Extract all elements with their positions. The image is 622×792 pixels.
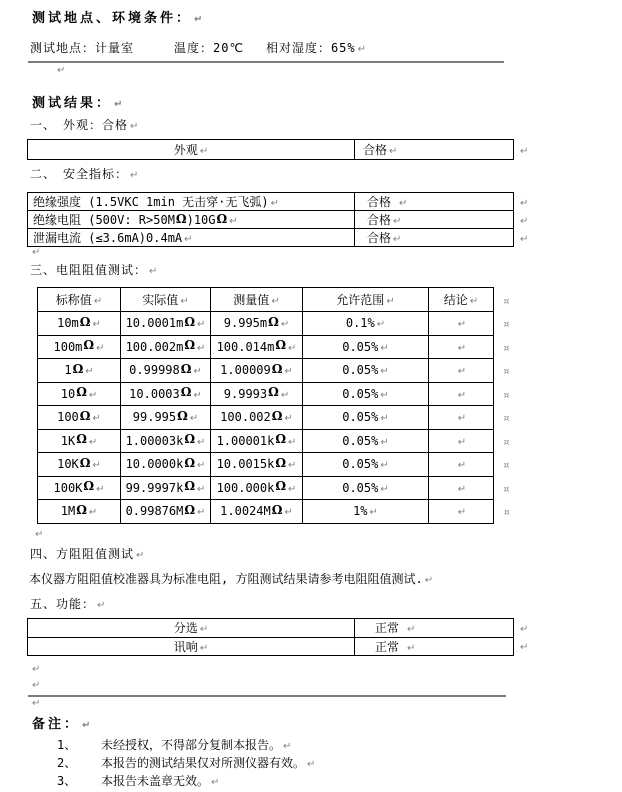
paragraph-mark: ↵ bbox=[457, 483, 467, 495]
paragraph-mark: ↵ bbox=[369, 507, 378, 519]
ohm-symbol: Ω bbox=[184, 338, 196, 353]
ohm-symbol: Ω bbox=[79, 408, 91, 423]
cell-text: 9.9993Ω bbox=[223, 385, 279, 401]
ohm-symbol: Ω bbox=[79, 455, 91, 470]
paragraph-mark: ↵ bbox=[424, 575, 434, 586]
range-cell bbox=[303, 453, 429, 477]
cell-text: 99.995Ω bbox=[132, 408, 188, 425]
paragraph-mark: ↵ bbox=[457, 366, 467, 378]
row-end-mark: ↵ bbox=[520, 642, 529, 654]
paragraph-mark: ↵ bbox=[280, 319, 290, 331]
conclusion-cell bbox=[429, 406, 494, 430]
paragraph-mark: ↵ bbox=[136, 550, 145, 561]
nominal-cell bbox=[38, 382, 121, 406]
cell-text: 1Ω bbox=[64, 361, 84, 378]
cell-text: 1KΩ bbox=[60, 432, 87, 448]
section4-heading-text: 四、方阻阻值测试 bbox=[30, 547, 135, 561]
paragraph-mark: ↵ bbox=[380, 342, 389, 354]
paragraph-mark: ↵ bbox=[457, 389, 467, 401]
range-cell bbox=[303, 476, 429, 500]
cell-text: 合格 bbox=[367, 195, 392, 209]
safety-item-cell bbox=[28, 193, 355, 211]
cell-text: 0.05% bbox=[342, 386, 379, 401]
conclusion-cell bbox=[429, 429, 494, 453]
cell-text: 合格 bbox=[367, 213, 392, 227]
measured-cell bbox=[211, 429, 303, 453]
ohm-symbol: Ω bbox=[72, 361, 84, 376]
conclusion-cell bbox=[429, 500, 494, 524]
nominal-cell bbox=[38, 312, 121, 336]
section5-heading bbox=[30, 595, 105, 612]
cell-text: 0.05% bbox=[342, 480, 379, 495]
row-end-mark: ↵ bbox=[520, 145, 529, 157]
actual-cell bbox=[121, 359, 211, 383]
paragraph-mark: ↵ bbox=[284, 507, 293, 519]
cell-text: 10mΩ bbox=[57, 314, 91, 331]
ohm-symbol: Ω bbox=[175, 211, 187, 226]
cell-text: 10.0015kΩ bbox=[216, 455, 287, 472]
row-end-mark: ↵ bbox=[520, 233, 529, 245]
row-end-mark: ¤ bbox=[503, 320, 510, 331]
row-end-mark: ¤ bbox=[503, 390, 510, 401]
paragraph-mark: ↵ bbox=[96, 483, 105, 495]
paragraph-mark: ↵ bbox=[280, 389, 290, 401]
paragraph-mark: ↵ bbox=[32, 247, 41, 258]
safety-item-cell bbox=[28, 229, 355, 247]
cell-text: 100.002mΩ bbox=[125, 338, 196, 354]
paragraph-mark: ↵ bbox=[197, 319, 206, 331]
page-title bbox=[32, 7, 202, 26]
range-cell bbox=[303, 500, 429, 524]
row-end-mark: ↵ bbox=[520, 623, 529, 635]
paragraph-mark: ↵ bbox=[130, 121, 139, 132]
paragraph-mark: ↵ bbox=[380, 366, 389, 378]
remark-item bbox=[57, 736, 291, 753]
paragraph-mark: ↵ bbox=[457, 319, 467, 331]
table-header-row bbox=[38, 288, 516, 312]
col-header-nominal bbox=[38, 288, 121, 312]
range-cell bbox=[303, 335, 429, 359]
paragraph-mark: ↵ bbox=[180, 296, 189, 307]
paragraph-mark: ↵ bbox=[197, 342, 206, 354]
measured-cell bbox=[211, 382, 303, 406]
paragraph-mark: ↵ bbox=[92, 319, 101, 331]
cell-text: 0.05% bbox=[342, 457, 379, 472]
row-end-mark: ¤ bbox=[503, 508, 510, 519]
paragraph-mark: ↵ bbox=[35, 529, 44, 540]
safety-result-cell bbox=[355, 211, 514, 229]
table-row bbox=[38, 429, 516, 453]
cell-text: 合格 bbox=[367, 231, 392, 245]
paragraph-mark: ↵ bbox=[57, 65, 66, 76]
environment-line bbox=[30, 39, 366, 56]
ohm-symbol: Ω bbox=[268, 385, 279, 400]
ohm-symbol: Ω bbox=[275, 479, 287, 494]
cell-text: 10KΩ bbox=[57, 455, 91, 472]
section2-heading bbox=[30, 165, 138, 182]
measured-cell bbox=[211, 312, 303, 336]
paragraph-mark: ↵ bbox=[307, 759, 316, 770]
range-cell bbox=[303, 429, 429, 453]
cell-text: 10.0001mΩ bbox=[125, 314, 196, 331]
table-row bbox=[28, 140, 534, 160]
cell-text: 100.002Ω bbox=[220, 408, 283, 425]
measured-cell bbox=[211, 359, 303, 383]
measured-cell bbox=[211, 476, 303, 500]
section-divider bbox=[28, 695, 506, 697]
function-result-cell bbox=[355, 619, 514, 638]
nominal-cell bbox=[38, 476, 121, 500]
cell-text: 合格 bbox=[363, 143, 388, 157]
paragraph-mark: ↵ bbox=[393, 234, 402, 245]
ohm-symbol: Ω bbox=[76, 432, 87, 447]
results-title-text: 测试结果： bbox=[32, 96, 113, 111]
ohm-symbol: Ω bbox=[177, 408, 188, 423]
paragraph-mark: ↵ bbox=[407, 642, 416, 654]
paragraph-mark: ↵ bbox=[197, 436, 206, 448]
col-header-measured bbox=[211, 288, 303, 312]
cell-text: 结论 bbox=[443, 293, 468, 307]
paragraph-mark: ↵ bbox=[85, 366, 94, 378]
ohm-symbol: Ω bbox=[83, 479, 95, 494]
ohm-symbol: Ω bbox=[184, 432, 196, 447]
paragraph-mark: ↵ bbox=[199, 146, 209, 157]
paragraph-mark: ↵ bbox=[380, 460, 389, 472]
ohm-symbol: Ω bbox=[271, 502, 283, 517]
row-end-mark: ¤ bbox=[503, 461, 510, 472]
cell-text: 0.05% bbox=[342, 339, 379, 354]
paragraph-mark: ↵ bbox=[457, 342, 467, 354]
table-row bbox=[28, 619, 534, 638]
section1-heading-text: 一、 外观：合格 bbox=[30, 118, 129, 132]
cell-text: 10Ω bbox=[60, 385, 87, 401]
cell-text: 分选 bbox=[173, 621, 198, 636]
cell-text: 外观 bbox=[173, 143, 198, 157]
actual-cell bbox=[121, 453, 211, 477]
ohm-symbol: Ω bbox=[216, 211, 228, 226]
paragraph-mark: ↵ bbox=[184, 234, 193, 245]
paragraph-mark: ↵ bbox=[288, 483, 297, 495]
paragraph-mark: ↵ bbox=[193, 389, 202, 401]
paragraph-mark: ↵ bbox=[457, 460, 467, 472]
cell-text: 100mΩ bbox=[53, 338, 95, 354]
table-row bbox=[28, 637, 534, 656]
row-end-mark: ↵ bbox=[520, 215, 529, 227]
ohm-symbol: Ω bbox=[268, 314, 279, 329]
cell-text: 正常 bbox=[375, 639, 400, 654]
paragraph-mark: ↵ bbox=[284, 366, 293, 378]
cell-text: 1% bbox=[353, 504, 368, 519]
remark-text: 未经授权，不得部分复制本报告。 ↵ bbox=[101, 738, 292, 752]
row-end-mark: ¤ bbox=[503, 367, 510, 378]
cell-text: 0.1% bbox=[345, 316, 375, 331]
cell-text: 正常 bbox=[375, 621, 400, 636]
paragraph-mark: ↵ bbox=[469, 296, 479, 307]
table-row bbox=[38, 335, 516, 359]
cell-text: 1.00003kΩ bbox=[125, 432, 196, 448]
actual-cell bbox=[121, 500, 211, 524]
results-title bbox=[32, 92, 122, 111]
appearance-table bbox=[27, 139, 534, 160]
actual-cell bbox=[121, 312, 211, 336]
paragraph-mark: ↵ bbox=[88, 507, 98, 519]
remarks-title-text: 备注： bbox=[32, 717, 81, 732]
paragraph-mark: ↵ bbox=[380, 436, 389, 448]
cell-text: 100.000kΩ bbox=[216, 479, 287, 495]
col-header-actual bbox=[121, 288, 211, 312]
cell-text: 0.99998Ω bbox=[129, 361, 192, 378]
paragraph-mark: ↵ bbox=[380, 389, 389, 401]
paragraph-mark: ↵ bbox=[389, 146, 398, 157]
ohm-symbol: Ω bbox=[83, 338, 95, 353]
ohm-symbol: Ω bbox=[271, 361, 283, 376]
table-row bbox=[28, 211, 534, 229]
paragraph-mark: ↵ bbox=[97, 600, 106, 611]
table-row bbox=[28, 229, 534, 247]
paragraph-mark: ↵ bbox=[82, 720, 91, 731]
cell-text: 允许范围 bbox=[336, 293, 385, 307]
paragraph-mark: ↵ bbox=[199, 642, 209, 654]
cell-text: 100.014mΩ bbox=[216, 338, 287, 354]
col-header-range bbox=[303, 288, 429, 312]
paragraph-mark: ↵ bbox=[96, 342, 105, 354]
table-row bbox=[38, 453, 516, 477]
section3-heading bbox=[30, 261, 157, 278]
nominal-cell bbox=[38, 500, 121, 524]
ohm-symbol: Ω bbox=[275, 432, 287, 447]
table-row bbox=[38, 500, 516, 524]
paragraph-mark: ↵ bbox=[93, 296, 103, 307]
actual-cell bbox=[121, 429, 211, 453]
section4-note-text: 本仪器方阻阻值校准器具为标准电阻, 方阻测试结果请参考电阻阻值测试. bbox=[29, 572, 423, 586]
paragraph-mark: ↵ bbox=[92, 460, 101, 472]
paragraph-mark: ↵ bbox=[271, 296, 280, 307]
ohm-symbol: Ω bbox=[184, 479, 196, 494]
cell-text: 0.05% bbox=[342, 363, 379, 378]
paragraph-mark: ↵ bbox=[399, 198, 408, 209]
table-row bbox=[38, 312, 516, 336]
row-end-mark: ¤ bbox=[503, 296, 510, 307]
humidity: 相对湿度：65% bbox=[265, 41, 356, 55]
conclusion-cell bbox=[429, 359, 494, 383]
paragraph-mark: ↵ bbox=[380, 483, 389, 495]
paragraph-mark: ↵ bbox=[407, 624, 416, 636]
page-title-text: 测试地点、环境条件： bbox=[32, 11, 193, 26]
section4-note bbox=[29, 570, 433, 587]
function-result-cell bbox=[355, 637, 514, 656]
actual-cell bbox=[121, 382, 211, 406]
conclusion-cell bbox=[429, 335, 494, 359]
paragraph-mark: ↵ bbox=[199, 624, 209, 636]
remark-item bbox=[57, 754, 315, 771]
paragraph-mark: ↵ bbox=[130, 170, 139, 181]
ohm-symbol: Ω bbox=[275, 455, 287, 470]
range-cell bbox=[303, 312, 429, 336]
function-item-cell bbox=[28, 637, 355, 656]
cell-text: 100Ω bbox=[57, 408, 91, 425]
measured-cell bbox=[211, 500, 303, 524]
section2-heading-text: 二、 安全指标： bbox=[30, 167, 129, 181]
table-row bbox=[38, 476, 516, 500]
cell-text: 10.0003Ω bbox=[129, 385, 192, 401]
functions-table bbox=[27, 618, 534, 656]
cell-text: 1.00001kΩ bbox=[216, 432, 287, 448]
conclusion-cell bbox=[429, 312, 494, 336]
paragraph-mark: ↵ bbox=[32, 698, 41, 709]
row-end-mark: ¤ bbox=[503, 343, 510, 354]
resistance-table bbox=[37, 287, 516, 524]
remark-number: 3、 bbox=[57, 774, 77, 788]
cell-text: 1.0024MΩ bbox=[220, 502, 283, 519]
cell-text: 1.00009Ω bbox=[220, 361, 283, 378]
range-cell bbox=[303, 382, 429, 406]
paragraph-mark: ↵ bbox=[197, 460, 206, 472]
col-header-conclusion bbox=[429, 288, 494, 312]
section-divider bbox=[28, 61, 504, 63]
paragraph-mark: ↵ bbox=[92, 413, 101, 425]
ohm-symbol: Ω bbox=[184, 314, 196, 329]
paragraph-mark: ↵ bbox=[288, 436, 297, 448]
cell-text: 0.99876MΩ bbox=[125, 502, 196, 519]
cell-text: 1MΩ bbox=[60, 502, 87, 519]
ohm-symbol: Ω bbox=[184, 455, 196, 470]
remark-item bbox=[57, 772, 219, 789]
conclusion-cell bbox=[429, 476, 494, 500]
remark-text: 本报告的测试结果仅对所测仪器有效。 ↵ bbox=[101, 756, 316, 770]
ohm-symbol: Ω bbox=[76, 385, 87, 400]
paragraph-mark: ↵ bbox=[211, 777, 220, 788]
paragraph-mark: ↵ bbox=[288, 460, 297, 472]
temperature: 温度：20℃ bbox=[174, 41, 244, 55]
remarks-title bbox=[32, 713, 90, 732]
paragraph-mark: ↵ bbox=[457, 507, 467, 519]
ohm-symbol: Ω bbox=[180, 361, 192, 376]
paragraph-mark: ↵ bbox=[114, 99, 123, 110]
actual-cell bbox=[121, 406, 211, 430]
table-row bbox=[38, 406, 516, 430]
cell-text: 绝缘强度 (1.5VKC 1min 无击穿·无飞弧) bbox=[33, 195, 269, 209]
cell-text: 0.05% bbox=[342, 433, 379, 448]
measured-cell bbox=[211, 406, 303, 430]
paragraph-mark: ↵ bbox=[284, 413, 293, 425]
paragraph-mark: ↵ bbox=[386, 296, 395, 307]
paragraph-mark: ↵ bbox=[149, 266, 158, 277]
cell-text: 标称值 bbox=[55, 293, 92, 307]
row-end-mark: ¤ bbox=[503, 437, 510, 448]
section4-heading bbox=[30, 545, 144, 562]
paragraph-mark: ↵ bbox=[393, 216, 402, 227]
measured-cell bbox=[211, 335, 303, 359]
nominal-cell bbox=[38, 406, 121, 430]
section5-heading-text: 五、功能： bbox=[30, 597, 96, 611]
measured-cell bbox=[211, 453, 303, 477]
paragraph-mark: ↵ bbox=[229, 216, 238, 227]
cell-text: 实际值 bbox=[142, 293, 179, 307]
paragraph-mark: ↵ bbox=[194, 14, 203, 25]
cell-text: 100KΩ bbox=[53, 479, 95, 495]
appearance-result-cell bbox=[355, 140, 514, 160]
paragraph-mark: ↵ bbox=[32, 664, 41, 675]
safety-result-cell bbox=[355, 229, 514, 247]
paragraph-mark: ↵ bbox=[288, 342, 297, 354]
function-item-cell bbox=[28, 619, 355, 638]
nominal-cell bbox=[38, 335, 121, 359]
paragraph-mark: ↵ bbox=[457, 436, 467, 448]
paragraph-mark: ↵ bbox=[357, 44, 367, 55]
table-row bbox=[28, 193, 534, 211]
ohm-symbol: Ω bbox=[76, 502, 87, 517]
row-end-mark: ¤ bbox=[503, 484, 510, 495]
paragraph-mark: ↵ bbox=[376, 319, 386, 331]
test-location: 测试地点：计量室 bbox=[30, 41, 135, 55]
ohm-symbol: Ω bbox=[271, 408, 283, 423]
ohm-symbol: Ω bbox=[79, 314, 91, 329]
paragraph-mark: ↵ bbox=[197, 507, 206, 519]
row-end-mark: ↵ bbox=[520, 197, 529, 209]
remark-number: 1、 bbox=[57, 738, 77, 752]
paragraph-mark: ↵ bbox=[283, 741, 292, 752]
paragraph-mark: ↵ bbox=[189, 413, 199, 425]
range-cell bbox=[303, 359, 429, 383]
cell-text: 泄漏电流 (≤3.6mA)0.4mA bbox=[33, 231, 183, 245]
paragraph-mark: ↵ bbox=[193, 366, 202, 378]
cell-text: 99.9997kΩ bbox=[125, 479, 196, 495]
paragraph-mark: ↵ bbox=[457, 413, 467, 425]
cell-text: 9.995mΩ bbox=[223, 314, 279, 331]
table-row bbox=[38, 382, 516, 406]
nominal-cell bbox=[38, 453, 121, 477]
ohm-symbol: Ω bbox=[180, 385, 192, 400]
nominal-cell bbox=[38, 429, 121, 453]
conclusion-cell bbox=[429, 382, 494, 406]
cell-text: 讯响 bbox=[173, 639, 198, 654]
row-end-mark: ¤ bbox=[503, 414, 510, 425]
ohm-symbol: Ω bbox=[184, 502, 196, 517]
range-cell bbox=[303, 406, 429, 430]
actual-cell bbox=[121, 476, 211, 500]
section1-heading bbox=[30, 116, 138, 133]
cell-text: 10.0000kΩ bbox=[125, 455, 196, 472]
safety-table bbox=[27, 192, 534, 247]
cell-text: 0.05% bbox=[342, 410, 379, 425]
cell-text: 测量值 bbox=[233, 293, 270, 307]
table-row bbox=[38, 359, 516, 383]
paragraph-mark: ↵ bbox=[88, 389, 98, 401]
paragraph-mark: ↵ bbox=[32, 680, 41, 691]
safety-item-cell bbox=[28, 211, 355, 229]
safety-result-cell bbox=[355, 193, 514, 211]
appearance-item-cell bbox=[28, 140, 355, 160]
nominal-cell bbox=[38, 359, 121, 383]
conclusion-cell bbox=[429, 453, 494, 477]
paragraph-mark: ↵ bbox=[88, 436, 98, 448]
paragraph-mark: ↵ bbox=[380, 413, 389, 425]
paragraph-mark: ↵ bbox=[197, 483, 206, 495]
section3-heading-text: 三、电阻阻值测试： bbox=[30, 263, 148, 277]
ohm-symbol: Ω bbox=[275, 338, 287, 353]
actual-cell bbox=[121, 335, 211, 359]
cell-text: 绝缘电阻 (500V: R>50MΩ)10GΩ bbox=[33, 211, 228, 227]
remark-text: 本报告未盖章无效。 ↵ bbox=[101, 774, 220, 788]
remark-number: 2、 bbox=[57, 756, 77, 770]
paragraph-mark: ↵ bbox=[270, 198, 279, 209]
